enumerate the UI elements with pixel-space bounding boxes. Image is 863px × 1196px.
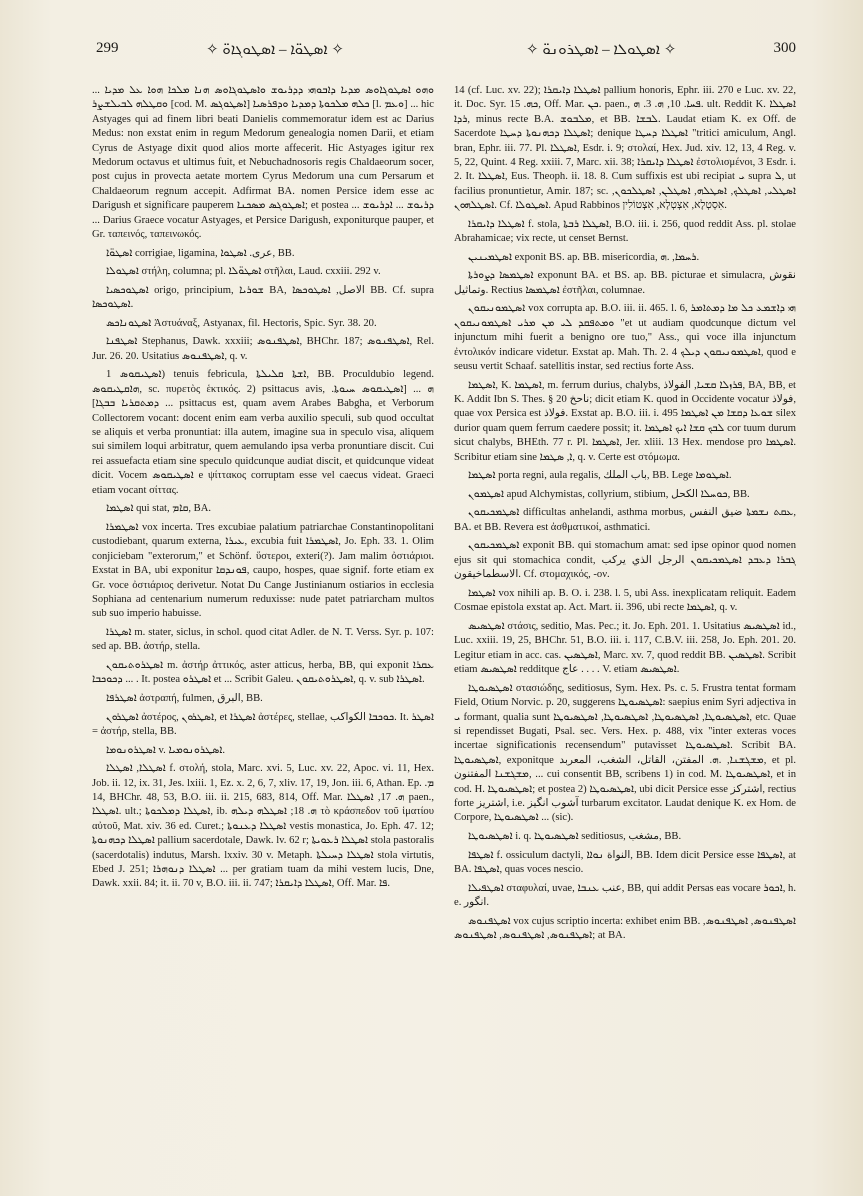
dictionary-entry: ܐܣܛܡܝܢܝܢ exponit BS. ap. BB. misericordia, ܪܚܡܐ, .ܗ.	[468, 251, 700, 263]
page-header	[96, 38, 796, 66]
dictionary-entry: ܐܣܛܡܐ qui stat, ܩܐܡ, BA.	[106, 503, 212, 515]
dictionary-entry: ܐܣܛܦܝܠܐ σταφυλαί, uvae, عنب ܥܢܒܐ, BB, qui addit Persas eas vocare ܐܟܘܪ, h. e. انگور.	[454, 882, 797, 908]
dictionary-entry: ܐܣܛܘܠܐ στήλη, columna; pl. ܐܣܛܘ̈ܠܐ στῆλαι, Laud. cxxiii. 292 v.	[106, 266, 381, 278]
dictionary-entry: ܐܣܛܡܣܐ ܕܨܘܪܬܐ exponunt BA. et BS. ap. BB. picturae et simulacra, نقوش وتماثيل. Rectius ܐܣܛܡܣܐ ἐστῆλαι, columnae.	[454, 270, 796, 296]
left-running-head: ✧ ܐܣܛܘ̈ܐ – ܐܣܛܘܓܐܘ̈ ✧	[206, 42, 344, 58]
dictionary-entry: ܐܣܛܣܝܣ στάσις, seditio, Mas. Pec.; it. Jo. Eph. 201. 1. Usitatius ܐܣܛܣܝܣ id., Luc. xxiii. 19, 25, BHChr. 51, B.O. iii. i. 117, C.B.V. iii. 258, Jo. Eph. 201. 20. Legitur etiam in acc. cas. ܐܣܛܣܝܢ, Marc. xv. 7, quod reddit BB. ܐܣܛܣܝܢ. Scribit etiam ܐܣܛܣܝܣ redditque عاج . . . . V. etiam ܐܣܛܣܝܣ.	[454, 620, 797, 676]
dictionary-entry: 14 (cf. Luc. xv. 22); ܐܣܛܠܐ ܕܐܝܩܪܐ pallium honoris, Ephr. iii. 270 e Luc. xv. 22, it. Doc. Syr. ܟܗ. 15, Off. Mar. ܟܢ. paen., ܦܚܐ. 10, ܗ. 3. ܗ. ult. Reddit K. ܐܣܛܠܐ ܪܕܐ, minus recte B.A. ܡܠܒܘܫ, et BB. ܠܒܫܐ. Laudat etiam K. ex Off. de Sacerdote ܐܣܛܠܐ ܕܟܗܢܘܬܐ ܕܚܛܐ; denique ܐܣܛܠܐ ܕܚܛܐ "tritici amiculum, Angl. bran, Ephr. iii. 77. Pl. ܐܣܛܠܐ, Esdr. i. 9; στολαί, Hex. Jud. xiv. 12, 13, 4 Reg. v. 5, 22, Quint. 4 Reg. xxiii. 7, Marc. xii. 38; ܐܣܛܠܐ ܕܐܝܩܪܐ ἐστολισμένοι, 3 Esdr. i. 2. It. ܐܣܛܠܐ, Eus. Theoph. ii. 18. 8. Cum suffixis est ubi recipiat ܝ supra ܠ, ut facilius pronuntietur, Amir. 187; sc. ܐܣܛܠܝ, ܐܣܛܠܟ, ܐܣܛܠܗ, ܐܣܛܠܢ, ܐܣܛܠܟܘܢ, ܐܣܛܠܗܘܢ. Cf. ܐܣܛܘܠܐ. Apud Rabbinos אִסְטְלָא, אִצְטְלָא, אִצְטוֹלִין.	[454, 85, 797, 212]
dictionary-entry: ܐܣܛܠܐ, ܐܣܛܠܐ f. στολή, stola, Marc. xvi. 5, Luc. xv. 22, Apoc. vi. 11, Hex. Job. ii. 12, ix. 31, Jes. lxiii. 1, Ez. x. 2, 6, 7, xliv. 17, 19, Jon. iii. 6, Athan. Ep. ܡ. 14, BHChr. 48, 53, B.O. iii. ii. 215, 683, 814, Off. Mar. ܗ. 17, ܐܣܛܠܐ paen., ܐܣܛܠܐ. ult.; ܐܣܛܠܐ ܕܡܠܟܘܬܐ, ib. ܗ. 18; ܐܣܛܠܗ ܕܝܠܗ τὸ κράσπεδον τοῦ ἱματίου αὐτοῦ, Mat. xiv. 36 ed. Curet.; ܐܣܛܠܐ ܕܥܢܘܬܐ vestis monastica, Jo. Eph. 47. 12; ܐܣܛܠܐ ܕܟܗܢܘܬܐ pallium sacerdotale, Dawk. lv. 62 r; ܐܣܛܠܐ ܪܥܘܝܬܐ stola pastoralis (sacerdotalis) indutus, Marsh. lxxiv. 30 v. Metaph. ܐܣܛܠܐ ܕܚܝܠܬܐ stola virtutis, Ebed J. 251; ܐܣܛܠܐ ܕܢܘܗܪܐ ... per gratiam tuam da mihi vestem lucis, Dne, Dawk. xxii. 84; it. ii. 70 v, B.O. iii. ii. 747; ܐܣܛܠܐ ܕܐܝܩܪܐ, Off. Mar. ܦܐ.	[92, 763, 434, 890]
dictionary-entry: ܐܣܛܡܟܝܩܘܢ difficultas anhelandi, asthma morbus, ܥܩܬ ܢܫܡܬܐ ضيق النفس, BA. et BB. Revera est ἀσθματικοί, asthmatici.	[454, 507, 796, 533]
dictionary-entry: ܐܣܛܣܝܘܛܐ i. q. ܐܣܛܣܝܘܛܐ seditiosus, مشغب, BB.	[468, 830, 682, 842]
dictionary-entry: ܐܣܛܡܐ vox nihili ap. B. O. i. 238. l. 5, ubi Ass. inexplicatam reliquit. Eadem Cosmae epistola exstat ap. Act. Mart. ii. 396, ubi recte ܐܣܛܡܐ, q. v.	[454, 587, 796, 614]
dictionary-entry: ܐܣܛܡܐ, K. ܐܣܛܡܐ, m. ferrum durius, chalybs, ܦܪܙܠܐ ܩܫܝܐ, الفولاذ, BA, BB, et K. Addit Ibn S. Thes. § 20 ناحخ; dicit etiam K. quod in Occidente vocatur فولاذ, quae vox Persica est فولاذ. Exstat ap. B.O. iii. i. 495 ܫܘܥܐ ܕܩܫܐ ܡܢ ܐܣܛܡܐ silex durior quam quem ferrum caedere possit; it. ܠܒܟ ܩܫܐ ܐܝܟ ܐܣܛܡܐ cor tuum durum sicut chalybs, BHEth. 77 r. Pl. ܐܣܛܡܐ, Jer. xliii. 13 Hex. mendose pro ܐܣܛܡܐ. Scribitur etiam sine ܐ, ܣܛܡܐ, q. v. Certe est στόμωμα.	[454, 379, 797, 463]
dictionary-entry: ܐܣܛܝܩܘܣ 1) tenuis febricula, ܐܫܬܐ ܩܠܝܠܬܐ, BB. Proculdubio legend. ܗܐܩܛܝܩܘܣ, sc. πυρετὸς ἑκτικός. 2) psittacus avis, .ܗ ... [ܐܣܛܝܩܘܣ ܚܝܘܬܐ ܕܡܬܩܪܝܐ ܒܒܓܐ] ... psittacus est, quam avem Arabes Babgha, et Verborum Collectorem vocant: docent enim eam verba auxilio speculi, sub quod occultat se aliquis et verba pronuntiat: illa autem, imagine sua in speculo visa, aliquem sui similem loqui arbitratur, quem aemulando ipsa verba pronuntiare discit. Cui rei assuefacta etiam sine speculo quidcunque audiat discit, et quidcunque videat dicit. Vocem ܐܣܛܝܩܘܣ e ψίττακος corruptam esse vel caecus videat. Graeci etiam vocant σίττας.	[92, 369, 434, 496]
dictionary-entry: ܐܣܛܦܢܘܣ vox cujus scriptio incerta: exhibet enim BB. ܐܣܛܦܢܘܣ, ܐܣܛܦܢܘܣ, ܐܣܛܦܢܘܣ, ܐܣܛܦܢܘܣ, ܐܣܛܦܢܘܣ; at BA.	[454, 915, 796, 941]
dictionary-entry: ܐܣܛܪܘܢܘܡܐ v. ܐܣܛܪܘܢܘܡܝܐ.	[106, 744, 226, 756]
dictionary-entry: ܐܣܛܡܘܢܝܩܘܢ vox corrupta ap. B.O. iii. ii. 465. l. 6, ܗܝ ܕܐܫܡܥ ܟܠ ܡܐ ܕܡܬܐܡܪ ܘܡܬܦܩܕ ܠܝ ܡܢ ܡܪܝ ܐܣܛܡܘܢܝܩܘܢ "et ut audiam quodcunque dictum vel injunctum mihi fuerit a benigno ore tuo," Ass., qui voce illa injunctum ἐντολικόν indicare videtur. Exstat ap. Mah. Th. 2. 4 ܐܣܛܡܘܢܝܩܘܢ ܕܝܠܟ, quod e seusu vertit Schaaf. satellitis instar, sed rectius forte Ass.	[454, 303, 797, 373]
dictionary-entry: ܐܣܛܠܐ ܕܐܝܩܪܐ f. stola, ܐܣܛܠܐ ܪܒܬܐ, B.O. iii. i. 256, quod reddit Ass. pl. stolae Abrahamicae; vix recte, ut censet Bernst.	[454, 218, 797, 245]
left-column	[92, 84, 434, 896]
right-column	[454, 84, 796, 948]
dictionary-entry: ܐܣܛܡܪܐ vox incerta. Tres excubiae palatium patriarchae Constantinopolitani custodiebant, quarum externa, ܥܝܪܐ, excubia fuit ܐܣܛܡܪܐ, Jo. Eph. 33. 1. Olim conjiciebam "exterorum," et Schönf. ὕστεροι, exteri(?). Jam malim ὀστιάριοι. Exstat in BA, ubi exponitur ܦܘܢܕܩܐ, caupo, hospes, quae signif. forte etiam ex Gr. voce ὀστιάριος derivetur. Notat Du Cange Justinianum ostiarios in ecclesia Sophiana ad centenarium numerum reduxisse: nude patet patriarcham multos sub suo imperio habuisse.	[92, 521, 435, 620]
right-running-head: ✧ ܐܣܛܘܠܐ – ܐܣܛܪܘܢܘ̈ ✧	[526, 42, 677, 58]
dictionary-entry: ܐܣܛܪܦܐ ἀστραπή, fulmen, البرق, BB.	[106, 692, 263, 704]
dictionary-entry: ܐܣܛܘܢܐܟܣ Ἀστυάναξ, Astyanax, fil. Hectoris, Spic. Syr. 38. 20.	[106, 317, 377, 329]
right-page-number: 300	[773, 40, 796, 56]
dictionary-entry: ܐܣܛܣܝܘܛܐ στασιώδης, seditiosus, Sym. Hex. Ps. c. 5. Frustra tentat formam Field, Otium Norvic. p. 20, suggerens ܐܣܛܣܝܘܛܐ: saepius enim Syri adjectiva in ܝ formant, qualia sunt ܐܣܛܣܝܘܛܐ, ܐܣܛܣܝܘܛܐ, ܐܣܛܣܝܘܛܐ, ܐܣܛܣܝܘܛܐ, etc. Quae si rependisset Bugati, Psal. sec. Vers. Hex. p. 488, vix "inter exteras voces incertae significationis recensendum" putavisset ܐܣܛܣܝܘܛܐ. Scribit BA. ܐܣܛܣܝܘܛܐ, exponitque ܡܫܓܫܢܐ, .ܗ. المفتن، القاتل، الشغب، المعربد, et pl. ܡܫܓܫܢܐ المفتنون, ... cui consentit BB, scribens 1) in cod. M. ܐܣܛܣܝܘܛܐ, et in cod. H. ܐܣܛܣܝܘܛܐ; et postea 2) ܐܣܛܣܝܘܛܐ, ubi dicit Persice esse اشتركز, rectius forte اشتريز, i.e. آشوب انگيز turbarum excitator. Laudat denique K. ex Hom. de Corpore, ܐܣܛܣܝܘܛܐ ... (sic).	[454, 682, 797, 824]
dictionary-entry: ܐܣܛܪܘܬܝܩܘܢ m. ἀστήρ ἀττικός, aster atticus, herba, BB, qui exponit ܥܩܪܐ ܕܟܘܟܒܐ ... . It. postea ܐܣܛܪܘ et ... Scribit Galeu. ܐܣܛܪܘܬܝܩܘܢ, q. v. sub ܐܣܛܪܐ.	[92, 659, 434, 686]
dictionary-entry: ܐܣܛܘ̈ܐ corrigiae, ligamina, عرى. ܐܣܛܘܐ, BB.	[106, 247, 295, 259]
dictionary-entry: ܐܣܛܡܐ porta regni, aula regalis, باب الملك, BB. Lege ܐܣܛܘܡܐ.	[468, 470, 732, 482]
dictionary-entry: ܐܣܛܦܐ f. ossiculum dactyli, النواة ܢܘܐܐ, BB. Idem dicit Persice esse ܐܣܛܦܐ, at BA. ܐܣܛܦܐ, quas voces nescio.	[454, 849, 796, 875]
column-gutter	[440, 84, 441, 1164]
dictionary-entry: ܐܣܛܡܘܢ apud Alchymistas, collyrium, stibium, ܟܘܚܠܐ الكحل, BB.	[468, 488, 750, 500]
dictionary-entry: ܐܣܛܡܟܝܩܘܢ exponit BB. qui stomachum amat: sed ipse opinor quod nomen ejus sit qui stomachica condit, ܓܒܪܐ ܕܥܒܕ ܐܣܛܡܟܝܩܘܢ الرجل الذي يركب الاسطماخيقون. Cf. στομαχικός, -ον.	[454, 540, 796, 581]
dictionary-entry: ܐܣܛܦܢܐ Stephanus, Dawk. xxxiii; ܐܣܛܦܢܘܣ, BHChr. 187; ܐܣܛܦܢܘܣ, Rel. Jur. 26. 20. Usitatius ܐܣܛܦܢܘܣ, q. v.	[92, 336, 434, 362]
dictionary-entry: ܐܣܛܪܐ m. stater, siclus, in schol. quod citat Adler. de N. T. Verss. Syr. p. 107: sed ap. BB. ἀστήρ, stella.	[92, 626, 434, 653]
dictionary-entry: ܘܗܘ ܐܣܛܘܓܐܘܣ ܡܕܝܐ ܕܐܒܘܗܝ ܕܕܪܝܘܫ ܘܐܣܛܘܓܐܘܣ ܗܢܐ ܡܠܟܐ ܗܘܐ ܥܠ ܡܕܝܐ ... ܘܩܛܠܗ ܠܒܝܠܫܨܪ [cod. M. ܐܣܛܘܓܣ] ܟܠܗ ܡܠܟܘܬܐ ܕܡܕܝܐ ܘܕܦܪܣܝܐ [l. ܘܥܡ] ... hic Astyages qui ad finem libri beati Danielis commemoratur idem est ac Darius Medus: non exstat enim in regum Medorum genealogia nomen Darii, et etiam Cyrus de Astyage dixit quod alios morte affecerit. Hic Astyages igitur rex Medorum octavus et ultimus fuit, et Nebuchadnosoris regis Chaldaeorum socer, post cujus in provecta aetate mortem Cyrus Medorum una cum Persarum et Chaldaeorum regnum accepit. Adfirmat BA. nomen Persice idem esse ac Darigush et significare pauperem ܐܣܛܘܓܣ ܡܣܟܢܐ; et postea ... ܕܪܝܘܫ ... ܐܕܪܝܘܫ ... Darius Graece vocatur Astyages, et Persice Darigush, exponiturque pauper, et Gr. ταπεινός, ταπεινωκός.	[92, 85, 434, 241]
dictionary-entry: ܐܣܛܘܟܣܝܐ origo, principium, ܫܘܪܝܐ BA, الاصل, ܐܣܛܘܟܣܐ BB. Cf. supra ܐܣܛܘܟܣܐ.	[92, 284, 434, 311]
left-page-number: 299	[96, 40, 119, 56]
dictionary-entry: ܐܣܛܪܘܢ ἀστέρος, ܐܣܛܪܘܢ, et ܐܣܛܪܐ ἀστέρες, stellae, ܟܘܟܒܐ الكواكب. It. ܐܣܛܪ = ἀστήρ, stella, BB.	[92, 711, 434, 737]
